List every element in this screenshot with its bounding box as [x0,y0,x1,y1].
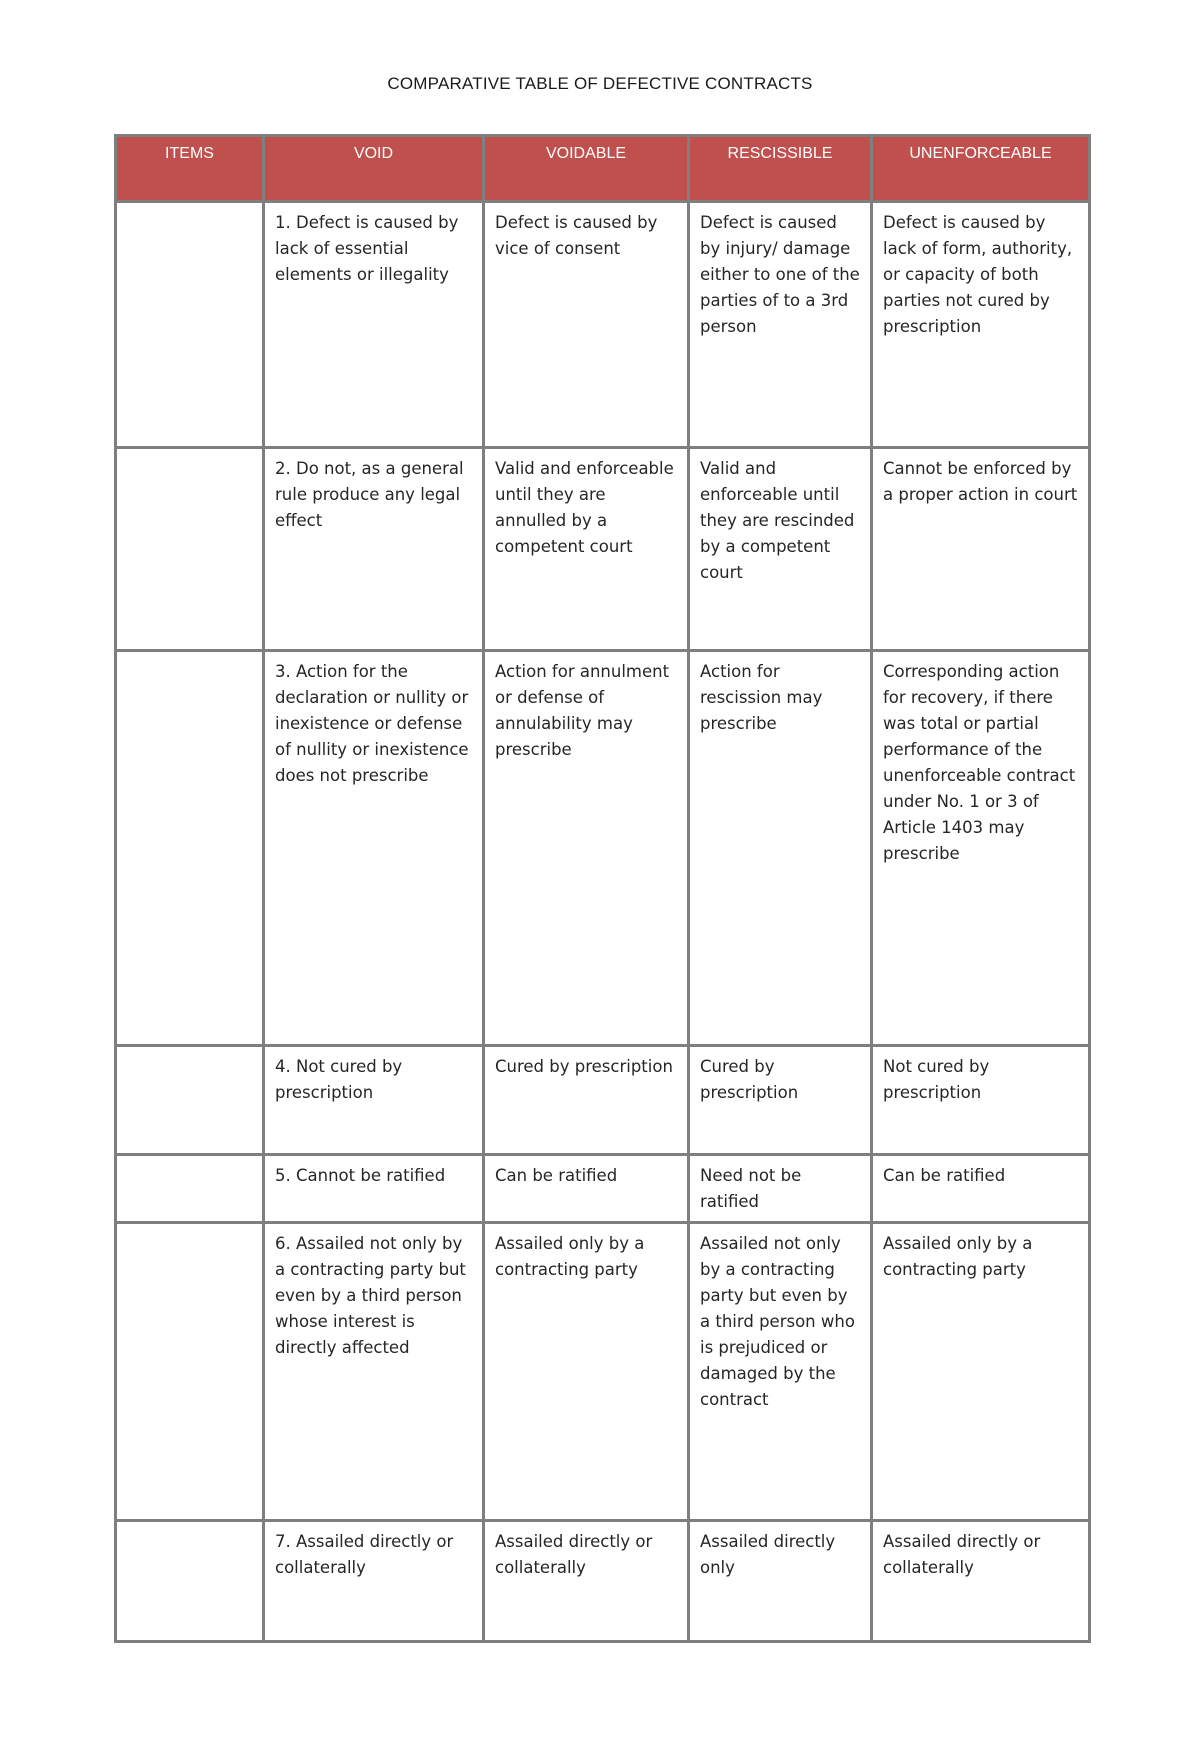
cell-unenforceable: Assailed only by a contracting party [872,1223,1090,1521]
table-row [116,1521,1090,1642]
cell-void: 1. Defect is caused by lack of essential elements or illegality [264,202,484,448]
cell-unenforceable: Not cured by prescription [872,1046,1090,1155]
cell-voidable: Assailed directly or collaterally [484,1521,689,1642]
cell-unenforceable: Corresponding action for recovery, if there was total or partial performance of the unenforceable contract under No. 1 or 3 of Article 1403 may prescribe [872,651,1090,1046]
cell-item [116,448,264,651]
table-row [116,202,1090,448]
cell-rescissible: Valid and enforceable until they are rescinded by a competent court [689,448,872,651]
table-row [116,1046,1090,1155]
cell-item [116,1223,264,1521]
cell-item [116,1521,264,1642]
cell-voidable: Cured by prescription [484,1046,689,1155]
document-title: COMPARATIVE TABLE OF DEFECTIVE CONTRACTS [387,74,813,93]
cell-item [116,1155,264,1223]
cell-rescissible: Action for rescission may prescribe [689,651,872,1046]
table-row [116,1155,1090,1223]
table-row [116,651,1090,1046]
cell-rescissible: Assailed not only by a contracting party but even by a third person who is prejudiced or damaged by the contract [689,1223,872,1521]
cell-rescissible: Defect is caused by injury/ damage either to one of the parties of to a 3rd person [689,202,872,448]
table-row [116,1223,1090,1521]
cell-voidable: Valid and enforceable until they are annulled by a competent court [484,448,689,651]
cell-item [116,202,264,448]
cell-rescissible: Assailed directly only [689,1521,872,1642]
cell-item [116,651,264,1046]
header-void: VOID [264,136,484,202]
cell-void: 3. Action for the declaration or nullity or inexistence or defense of nullity or inexistence does not prescribe [264,651,484,1046]
cell-voidable: Can be ratified [484,1155,689,1223]
table-row [116,448,1090,651]
cell-rescissible: Need not be ratified [689,1155,872,1223]
header-unenforceable: UNENFORCEABLE [872,136,1090,202]
cell-item [116,1046,264,1155]
cell-unenforceable: Defect is caused by lack of form, authority, or capacity of both parties not cured by prescription [872,202,1090,448]
header-rescissible: RESCISSIBLE [689,136,872,202]
cell-void: 5. Cannot be ratified [264,1155,484,1223]
cell-unenforceable: Assailed directly or collaterally [872,1521,1090,1642]
cell-unenforceable: Can be ratified [872,1155,1090,1223]
cell-void: 4. Not cured by prescription [264,1046,484,1155]
comparison-table [114,134,1091,1643]
cell-void: 2. Do not, as a general rule produce any legal effect [264,448,484,651]
header-voidable: VOIDABLE [484,136,689,202]
table-header-row [116,136,1090,202]
cell-voidable: Assailed only by a contracting party [484,1223,689,1521]
cell-void: 7. Assailed directly or collaterally [264,1521,484,1642]
cell-rescissible: Cured by prescription [689,1046,872,1155]
cell-voidable: Action for annulment or defense of annulability may prescribe [484,651,689,1046]
header-items: ITEMS [116,136,264,202]
cell-void: 6. Assailed not only by a contracting party but even by a third person whose interest is directly affected [264,1223,484,1521]
cell-voidable: Defect is caused by vice of consent [484,202,689,448]
cell-unenforceable: Cannot be enforced by a proper action in court [872,448,1090,651]
